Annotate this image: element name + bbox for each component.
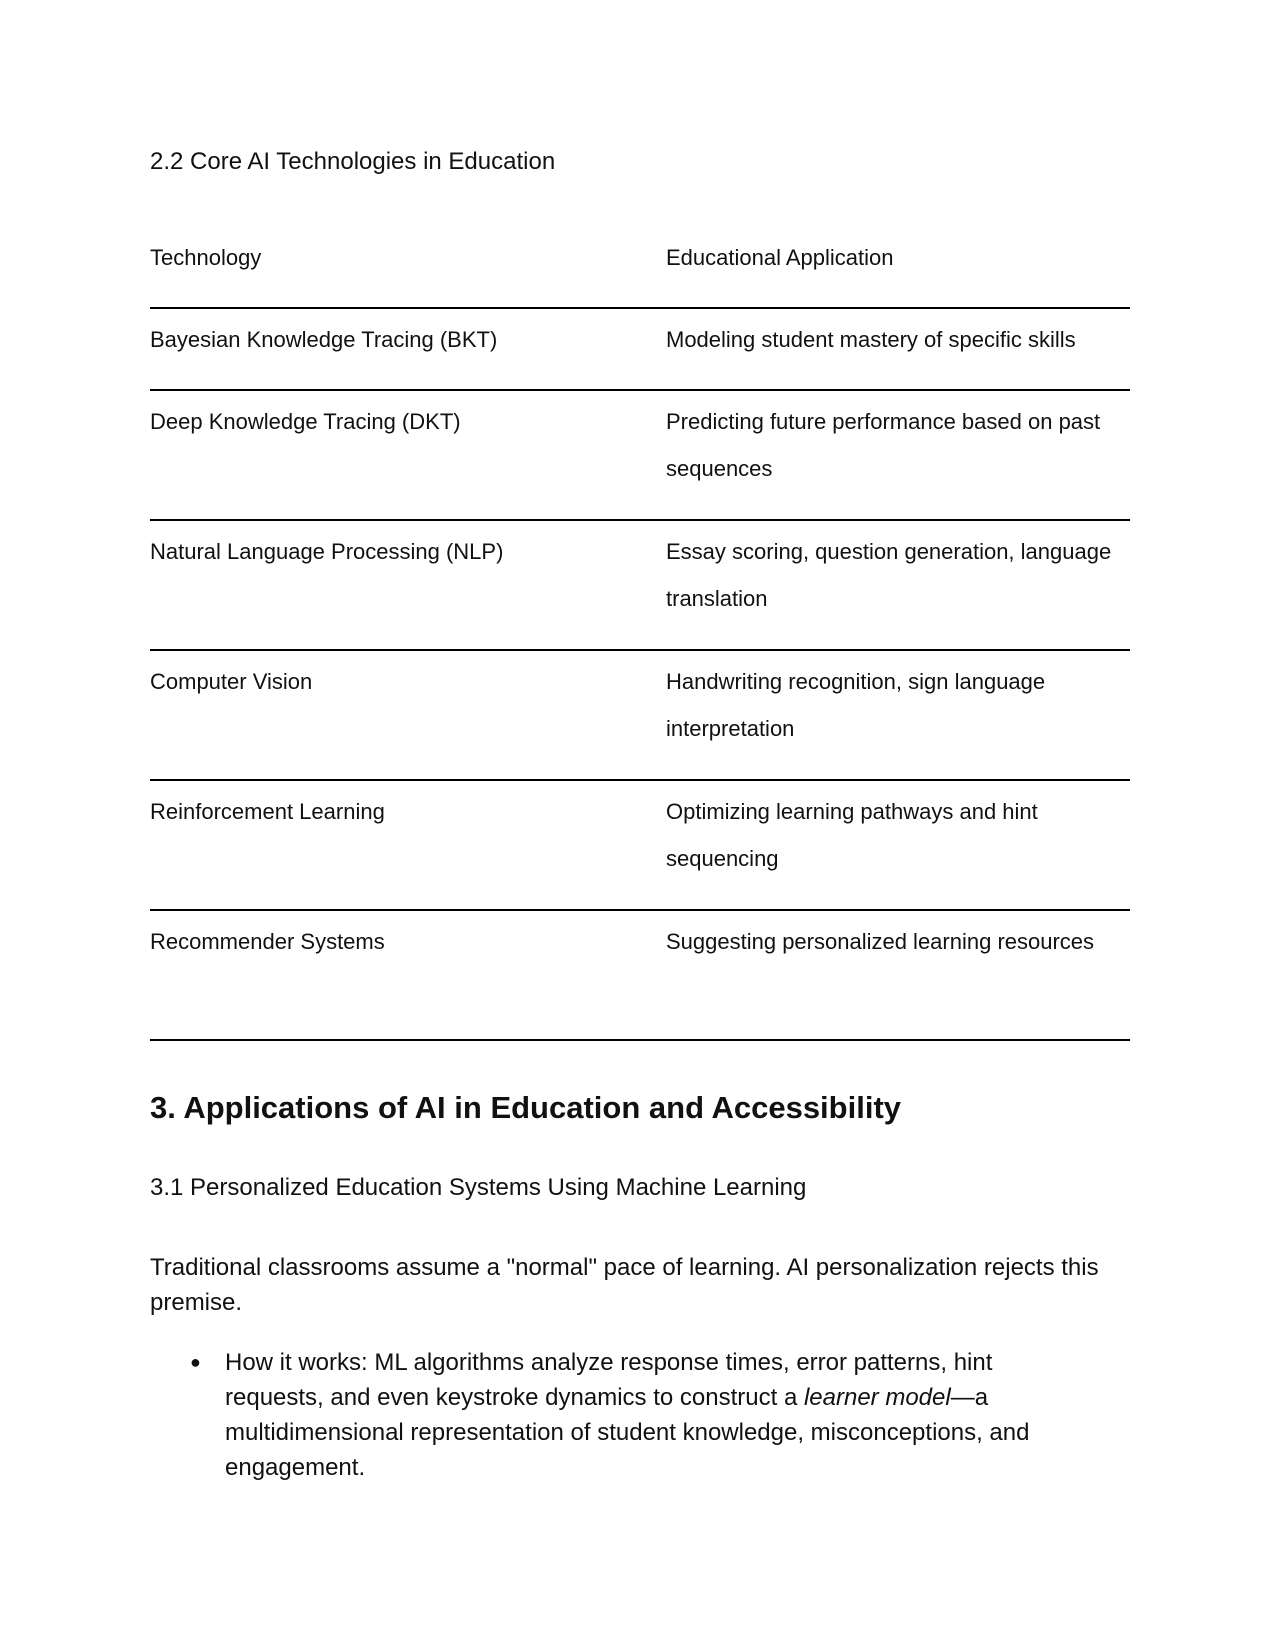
- table-cell-application: Handwriting recognition, sign language interpretation: [666, 669, 1046, 741]
- table-header-technology: Technology: [150, 245, 262, 270]
- table-row: [150, 391, 1130, 521]
- table-header-application: Educational Application: [666, 245, 894, 270]
- list-item: [150, 1345, 1085, 1485]
- table-cell-application: Suggesting personalized learning resources: [666, 929, 1095, 954]
- bullet-dot-icon: ●: [190, 1352, 201, 1372]
- table-cell-application: Essay scoring, question generation, language translation: [666, 539, 1112, 611]
- bullet-emphasis: learner model: [803, 1384, 951, 1411]
- table-row: [150, 911, 1130, 1041]
- table-cell-technology: Recommender Systems: [150, 929, 385, 954]
- technology-table: [150, 230, 1130, 1041]
- bullet-list: [150, 1345, 1130, 1485]
- table-cell-application: Optimizing learning pathways and hint sequencing: [666, 799, 1038, 871]
- table-header-row: [150, 230, 1130, 309]
- table-cell-application: Predicting future performance based on past sequences: [666, 409, 1101, 481]
- table-cell-technology: Deep Knowledge Tracing (DKT): [150, 409, 461, 434]
- table-row: [150, 781, 1130, 911]
- table-cell-technology: Bayesian Knowledge Tracing (BKT): [150, 327, 498, 352]
- table-cell-technology: Reinforcement Learning: [150, 799, 385, 824]
- table-row: [150, 309, 1130, 391]
- table-row: [150, 521, 1130, 651]
- table-row: [150, 651, 1130, 781]
- table-cell-application: Modeling student mastery of specific skills: [666, 327, 1076, 352]
- table-cell-technology: Natural Language Processing (NLP): [150, 539, 504, 564]
- section-3-1-heading: 3.1 Personalized Education Systems Using Machine Learning: [150, 1174, 807, 1201]
- table-cell-technology: Computer Vision: [150, 669, 313, 694]
- section-2-2-heading: 2.2 Core AI Technologies in Education: [150, 148, 556, 175]
- bullet-text-before: How it works: ML algorithms analyze response times, error patterns, hint requests, and even keystroke dynamics to construct a: [225, 1349, 993, 1411]
- section-3-heading: 3. Applications of AI in Education and Accessibility: [150, 1090, 902, 1125]
- body-paragraph: Traditional classrooms assume a "normal" pace of learning. AI personalization rejects this premise.: [150, 1254, 1099, 1316]
- bullet-text-after: —a multidimensional representation of student knowledge, misconceptions, and engagement.: [225, 1384, 1030, 1481]
